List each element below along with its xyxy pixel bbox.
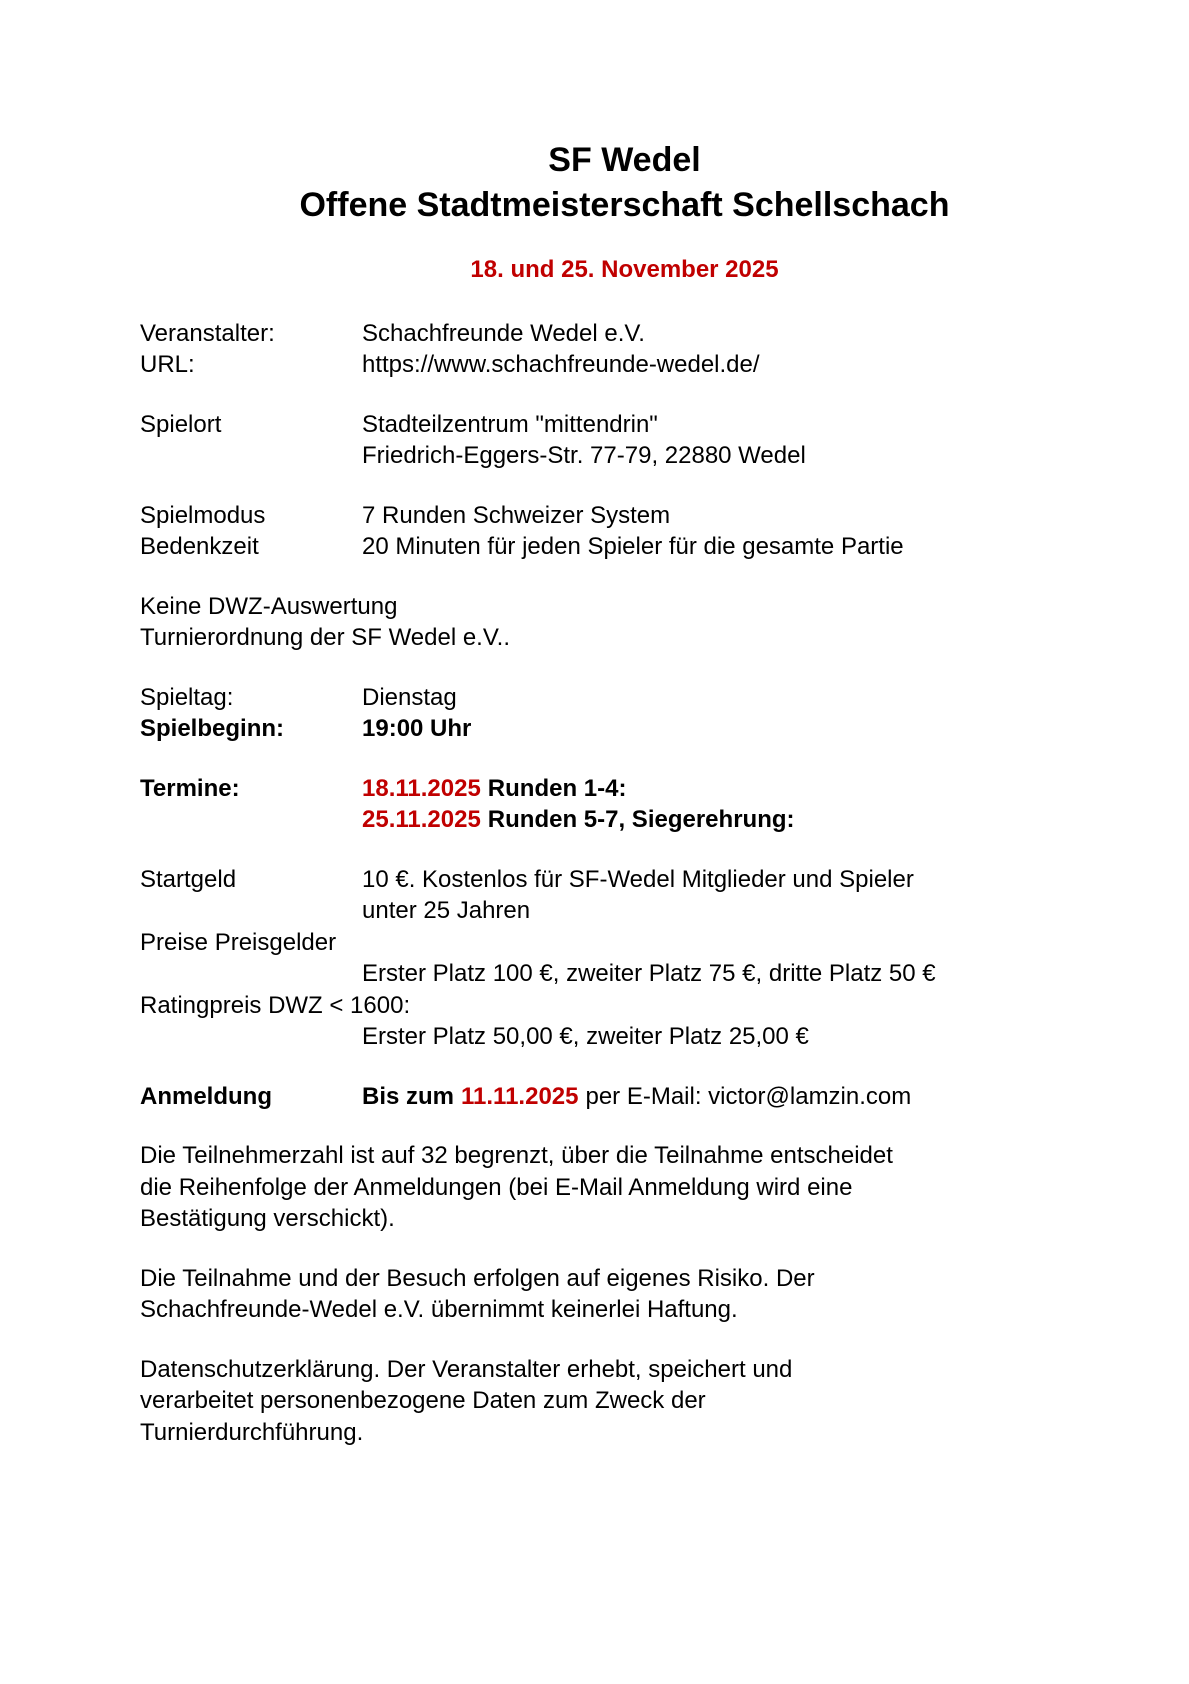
title-line-1: SF Wedel xyxy=(548,141,701,179)
play-day-label: Spieltag: xyxy=(140,683,234,711)
participants-line-3: Bestätigung verschickt). xyxy=(140,1205,395,1232)
liability-line-2: Schachfreunde-Wedel e.V. übernimmt keinerlei Haftung. xyxy=(140,1296,738,1323)
mode-row xyxy=(140,500,1109,532)
entry-fee-label: Startgeld xyxy=(140,865,237,893)
registration-prefix: Bis zum xyxy=(362,1082,455,1110)
entry-fee-row xyxy=(140,864,1109,927)
schedule-row xyxy=(140,773,1109,836)
start-time-label: Spielbeginn: xyxy=(140,715,284,742)
schedule-text-1: Runden 1-4: xyxy=(487,774,627,802)
website-url: https://www.schachfreunde-wedel.de/ xyxy=(362,351,760,378)
registration-value xyxy=(362,1081,1109,1113)
note-dwz: Keine DWZ-Auswertung xyxy=(140,592,398,620)
notes-section xyxy=(140,591,1109,654)
organizer-label: Veranstalter: xyxy=(140,319,275,347)
schedule-text-2: Runden 5-7, Siegerehrung: xyxy=(487,806,795,833)
prizes-detail: Erster Platz 100 €, zweiter Platz 75 €, dritte Platz 50 € xyxy=(362,960,936,987)
registration-email-text: per E-Mail: victor@lamzin.com xyxy=(585,1082,912,1110)
venue-row xyxy=(140,409,1109,472)
venue-section xyxy=(140,409,1109,472)
play-day-row xyxy=(140,682,1109,714)
entry-fee-value xyxy=(362,864,1109,927)
registration-row xyxy=(140,1081,1109,1113)
url-label: URL: xyxy=(140,351,195,378)
schedule-section xyxy=(140,773,1109,836)
schedule-entry-1 xyxy=(362,773,1109,805)
schedule-date-2: 25.11.2025 xyxy=(362,806,481,833)
privacy-line-3: Turnierdurchführung. xyxy=(140,1418,364,1446)
participants-paragraph xyxy=(140,1140,1109,1235)
rating-prize-detail: Erster Platz 50,00 €, zweiter Platz 25,00 € xyxy=(362,1023,809,1050)
venue-value xyxy=(362,409,1109,472)
rating-prize-heading: Ratingpreis DWZ < 1600: xyxy=(140,991,411,1019)
url-row xyxy=(140,349,1109,381)
time-control-value: 20 Minuten für jeden Spieler für die gesamte Partie xyxy=(362,533,904,560)
entry-fee-line-2: unter 25 Jahren xyxy=(362,897,531,924)
playday-section xyxy=(140,682,1109,745)
time-control-row xyxy=(140,531,1109,563)
note-rules: Turnierordnung der SF Wedel e.V.. xyxy=(140,624,510,651)
document-title xyxy=(140,138,1109,228)
mode-value: 7 Runden Schweizer System xyxy=(362,501,671,529)
play-day-value: Dienstag xyxy=(362,683,457,711)
venue-address: Friedrich-Eggers-Str. 77-79, 22880 Wedel xyxy=(362,442,806,469)
organizer-value: Schachfreunde Wedel e.V. xyxy=(362,319,645,347)
venue-name: Stadteilzentrum "mittendrin" xyxy=(362,410,658,438)
entry-fee-line-1: 10 €. Kostenlos für SF-Wedel Mitglieder und Spieler xyxy=(362,865,914,893)
time-control-label: Bedenkzeit xyxy=(140,533,259,560)
organizer-row xyxy=(140,318,1109,350)
registration-deadline: 11.11.2025 xyxy=(461,1082,579,1110)
mode-section xyxy=(140,500,1109,563)
schedule-label: Termine: xyxy=(140,774,240,802)
venue-label: Spielort xyxy=(140,410,222,438)
schedule-entries xyxy=(362,773,1109,836)
start-time-value: 19:00 Uhr xyxy=(362,715,472,742)
registration-section xyxy=(140,1081,1109,1113)
liability-line-1: Die Teilnahme und der Besuch erfolgen auf eigenes Risiko. Der xyxy=(140,1264,815,1292)
privacy-line-2: verarbeitet personenbezogene Daten zum Zweck der xyxy=(140,1387,706,1414)
organizer-section xyxy=(140,318,1109,381)
event-dates: 18. und 25. November 2025 xyxy=(470,256,779,283)
schedule-date-1: 18.11.2025 xyxy=(362,774,481,802)
registration-label: Anmeldung xyxy=(140,1082,272,1110)
privacy-paragraph xyxy=(140,1354,1109,1449)
liability-paragraph xyxy=(140,1263,1109,1326)
schedule-entry-2 xyxy=(362,804,1109,836)
privacy-line-1: Datenschutzerklärung. Der Veranstalter erhebt, speichert und xyxy=(140,1355,793,1383)
participants-line-1: Die Teilnehmerzahl ist auf 32 begrenzt, über die Teilnahme entscheidet xyxy=(140,1142,893,1169)
participants-line-2: die Reihenfolge der Anmeldungen (bei E-Mail Anmeldung wird eine xyxy=(140,1173,853,1201)
title-line-2: Offene Stadtmeisterschaft Schellschach xyxy=(299,186,950,224)
start-time-row xyxy=(140,713,1109,745)
fees-section xyxy=(140,864,1109,1053)
mode-label: Spielmodus xyxy=(140,501,266,529)
prizes-heading: Preise Preisgelder xyxy=(140,928,337,956)
